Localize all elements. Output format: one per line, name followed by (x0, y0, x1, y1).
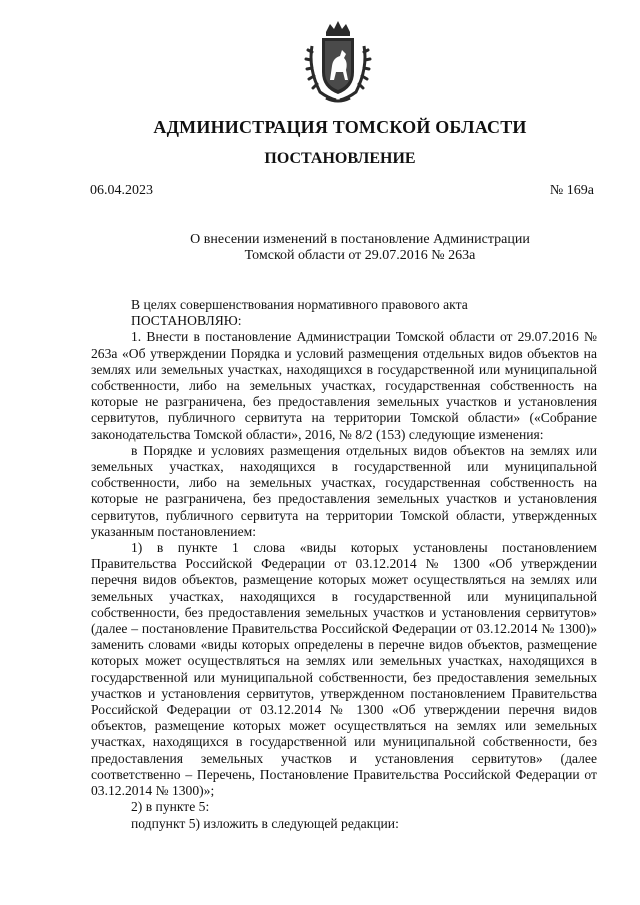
paragraph: 2) в пункте 5: (131, 799, 210, 815)
document-date: 06.04.2023 (90, 183, 153, 198)
paragraph: В целях совершенствования нормативного правового акта (131, 297, 468, 312)
paragraph: в Порядке и условиях размещения отдельных видов объектов на землях или земельных участках, находящихся в государственной или муниципальной собственности, либо на земельных участках, государственная собственность на которые не разграничена, без предоставления земельных участков и установления сервитутов, публичного сервитута на территории Томской области, утвержденных указанным постановлением: (91, 442, 597, 539)
paragraph: 1. Внести в постановление Администрации Томской области от 29.07.2016 № 263а «Об утверждении Порядка и условий размещения отдельных видов объектов на землях или земельных участках, находящихся в государственной или муниципальной собственности, либо на земельных участках, государственная собственность на которые не разграничена, без предоставления земельных участков и установления сервитутов, публичного сервитута на территории Томской области» («Собрание законодательства Томской области», 2016, № 8/2 (153) следующие изменения: (91, 329, 597, 442)
coat-of-arms-icon (302, 18, 374, 104)
paragraph: ПОСТАНОВЛЯЮ: (131, 313, 242, 329)
subject-line-1: О внесении изменений в постановление Администрации (190, 232, 530, 247)
document-body (91, 297, 597, 832)
paragraph: 1) в пункте 1 слова «виды которых установлены постановлением Правительства Российской Федерации от 03.12.2014 № 1300 «Об утверждении перечня видов объектов, размещение которых может осуществляться на землях или земельных участках, находящихся в государственной или муниципальной собственности, без предоставления земельных участков и установления сервитутов» (далее – постановление Правительства Российской Федерации от 03.12.2014 № 1300)» заменить словами «виды которых определены в перечне видов объектов, размещение которых может осуществляться на землях или земельных участках, находящихся в государственной или муниципальной собственности, без предоставления земельных участков и установления сервитутов, утвержденном постановлением Правительства Российской Федерации от 03.12.2014 № 1300 «Об утверждении перечня видов объектов, размещение которых может осуществляться на землях или земельных участках, находящихся в государственной или муниципальной собственности, без предоставления земельных участков и установления сервитутов» (далее соответственно – Перечень, Постановление Правительства Российской Федерации от 03.12.2014 № 1300)»; (91, 540, 597, 799)
organization-title: АДМИНИСТРАЦИЯ ТОМСКОЙ ОБЛАСТИ (153, 117, 527, 137)
document-type: ПОСТАНОВЛЕНИЕ (264, 150, 416, 167)
paragraph: подпункт 5) изложить в следующей редакции: (131, 815, 399, 831)
document-subject (120, 232, 600, 264)
subject-line-2: Томской области от 29.07.2016 № 263а (244, 248, 476, 263)
document-number: № 169а (549, 183, 594, 198)
